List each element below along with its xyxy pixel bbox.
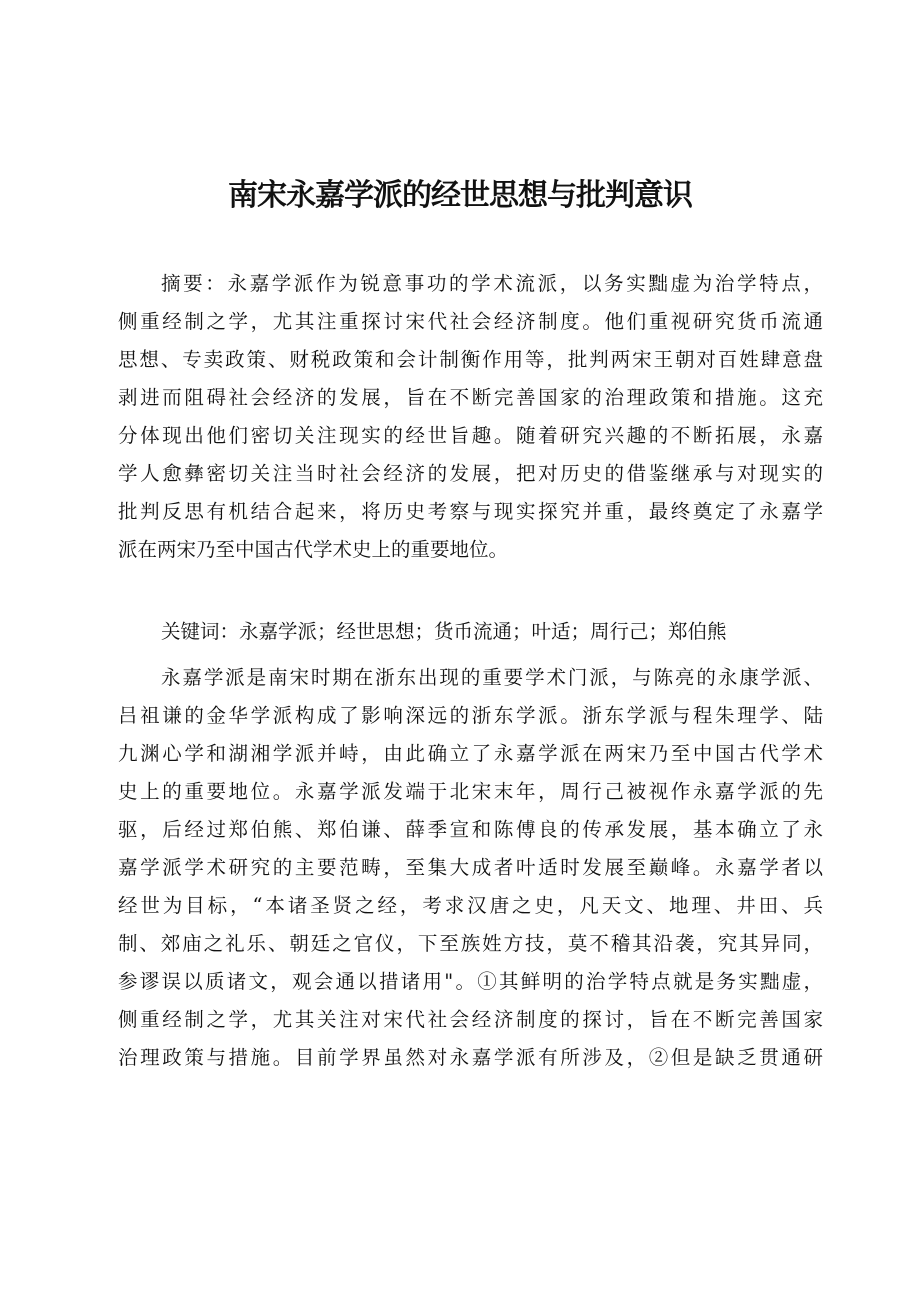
body-line: 制、郊庙之礼乐、朝廷之官仪，下至族姓方技，莫不稽其沿袭，究其异同， — [118, 932, 823, 955]
body-line: 治理政策与措施。目前学界虽然对永嘉学派有所涉及，②但是缺乏贯通研 — [118, 1046, 823, 1069]
body-line: 驱，后经过郑伯熊、郑伯谦、薛季宣和陈傅良的传承发展，基本确立了永 — [118, 818, 823, 841]
body-line: 侧重经制之学，尤其关注对宋代社会经济制度的探讨，旨在不断完善国家 — [118, 1008, 823, 1031]
body-section — [118, 659, 823, 1077]
body-line: 吕祖谦的金华学派构成了影响深远的浙东学派。浙东学派与程朱理学、陆 — [118, 704, 823, 727]
keywords-line: 关键词：永嘉学派；经世思想；货币流通；叶适；周行己；郑伯熊 — [161, 620, 727, 643]
body-line: 永嘉学派是南宋时期在浙东出现的重要学术门派，与陈亮的永康学派、 — [161, 666, 823, 689]
body-line: 九渊心学和湖湘学派并峙，由此确立了永嘉学派在两宋乃至中国古代学术 — [118, 742, 823, 765]
body-line: 嘉学派学术研究的主要范畴，至集大成者叶适时发展至巅峰。永嘉学者以 — [118, 856, 823, 879]
abstract-line: 派在两宋乃至中国古代学术史上的重要地位。 — [118, 538, 509, 561]
abstract-section — [118, 265, 823, 569]
abstract-line: 剥进而阻碍社会经济的发展，旨在不断完善国家的治理政策和措施。这充 — [118, 386, 823, 409]
keywords-section — [118, 613, 823, 651]
abstract-line: 学人愈彝密切关注当时社会经济的发展，把对历史的借鉴继承与对现实的 — [118, 462, 823, 485]
abstract-line: 分体现出他们密切关注现实的经世旨趣。随着研究兴趣的不断拓展，永嘉 — [118, 424, 823, 447]
abstract-line: 批判反思有机结合起来，将历史考察与现实探究并重，最终奠定了永嘉学 — [118, 500, 823, 523]
abstract-line: 摘要：永嘉学派作为锐意事功的学术流派，以务实黜虚为治学特点， — [161, 272, 823, 295]
body-line: 参谬误以质诸文，观会通以措诸用"。①其鲜明的治学特点就是务实黜虚， — [118, 970, 823, 993]
abstract-line: 思想、专卖政策、财税政策和会计制衡作用等，批判两宋王朝对百姓肆意盘 — [118, 348, 823, 371]
body-line: 经世为目标，“本诸圣贤之经，考求汉唐之史，凡天文、地理、井田、兵 — [118, 894, 823, 917]
abstract-line: 侧重经制之学，尤其注重探讨宋代社会经济制度。他们重视研究货币流通 — [118, 310, 823, 333]
body-line: 史上的重要地位。永嘉学派发端于北宋末年，周行己被视作永嘉学派的先 — [118, 780, 823, 803]
document-title: 南宋永嘉学派的经世思想与批判意识 — [228, 178, 692, 213]
